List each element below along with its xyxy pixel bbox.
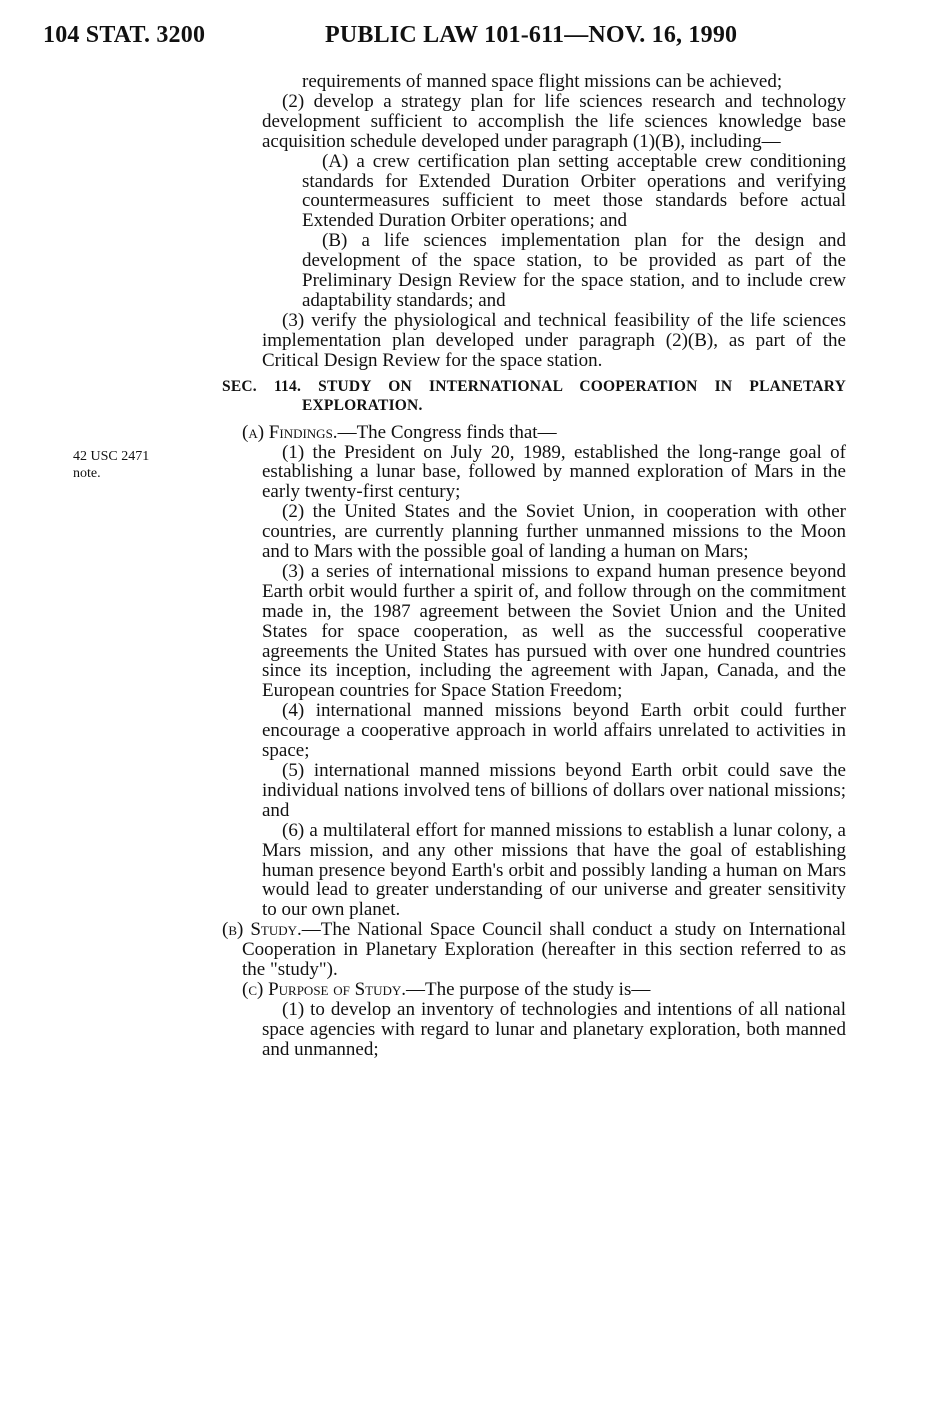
- subsection-c-text: —The purpose of the study is—: [406, 978, 651, 1000]
- margin-note-label: note.: [73, 466, 101, 481]
- subsection-b: [222, 920, 846, 980]
- finding-3: (3) a series of international missions to expand human presence beyond Earth orbit would further a spirit of, and follow through on the commitment made in, the 1987 agreement between the Soviet Union and the United States for space cooperation, as well as the successful cooperative agreements the United States has pursued with over one hundred countries since its inception, including the agreement with Japan, Canada, and the European countries for Space Station Freedom;: [262, 560, 846, 702]
- purpose-item-1: (1) to develop an inventory of technologies and intentions of all national space agencies with regard to lunar and planetary exploration, both manned and unmanned;: [262, 998, 846, 1060]
- finding-4: (4) international manned missions beyond Earth orbit could further encourage a cooperative approach in world affairs unrelated to activities in space;: [262, 700, 846, 762]
- finding-2: (2) the United States and the Soviet Union, in cooperation with other countries, are currently planning further unmanned missions to the Moon and to Mars with the possible goal of landing a human on Mars;: [262, 501, 846, 563]
- subsection-b-label: (b) Study.: [222, 919, 302, 941]
- finding-5: (5) international manned missions beyond Earth orbit could save the individual nations involved tens of billions of dollars over national missions; and: [262, 760, 846, 821]
- paragraph-item-3: (3) verify the physiological and technical feasibility of the life sciences implementation plan developed under paragraph (2)(B), as part of the Critical Design Review for the space station.: [262, 309, 846, 371]
- section-heading: SEC. 114. STUDY ON INTERNATIONAL COOPERATION IN PLANETARY EXPLORATION.: [222, 377, 846, 415]
- margin-note: [73, 448, 213, 482]
- margin-note-usc: 42 USC 2471: [73, 449, 150, 464]
- subsection-a-text: —The Congress finds that—: [337, 421, 557, 443]
- subsection-a-label: (a) Findings.: [242, 421, 338, 443]
- subsection-b-text: —The National Space Council shall conduct a study on International Cooperation in Planetary Exploration (hereafter in this section referred to as the "study").: [242, 919, 847, 981]
- paragraph-item-2a: (A) a crew certification plan setting acceptable crew conditioning standards for Extended Duration Orbiter operations and verifying countermeasures sufficient to meet those standards before actual Extended Duration Orbiter operations; and: [302, 150, 846, 232]
- paragraph-item-2b: (B) a life sciences implementation plan for the design and development of the space station, to be provided as part of the Preliminary Design Review for the space station, and to include crew adaptability standards; and: [302, 230, 846, 311]
- subsection-c: [242, 980, 846, 1000]
- finding-6: (6) a multilateral effort for manned missions to establish a lunar colony, a Mars mission, and any other missions that have the goal of establishing human presence beyond Earth's orbit and possibly landing a human on Mars would lead to greater understanding of our universe and greater sensitivity to our own planet.: [262, 819, 846, 921]
- subsection-c-label: (c) Purpose of Study.: [242, 978, 407, 1000]
- paragraph-continuation: requirements of manned space flight missions can be achieved;: [302, 71, 783, 92]
- paragraph-item-2: (2) develop a strategy plan for life sciences research and technology development sufficient to accomplish the life sciences knowledge base acquisition schedule developed under paragraph (1)(B), including—: [262, 90, 846, 152]
- public-law-citation: PUBLIC LAW 101-611—NOV. 16, 1990: [325, 22, 738, 48]
- subsection-a: [242, 423, 846, 443]
- finding-1: (1) the President on July 20, 1989, established the long-range goal of establishing a lunar base, followed by manned exploration of Mars in the early twenty-first century;: [262, 441, 846, 503]
- statute-page-number: 104 STAT. 3200: [43, 22, 206, 48]
- body-text: [222, 71, 847, 1060]
